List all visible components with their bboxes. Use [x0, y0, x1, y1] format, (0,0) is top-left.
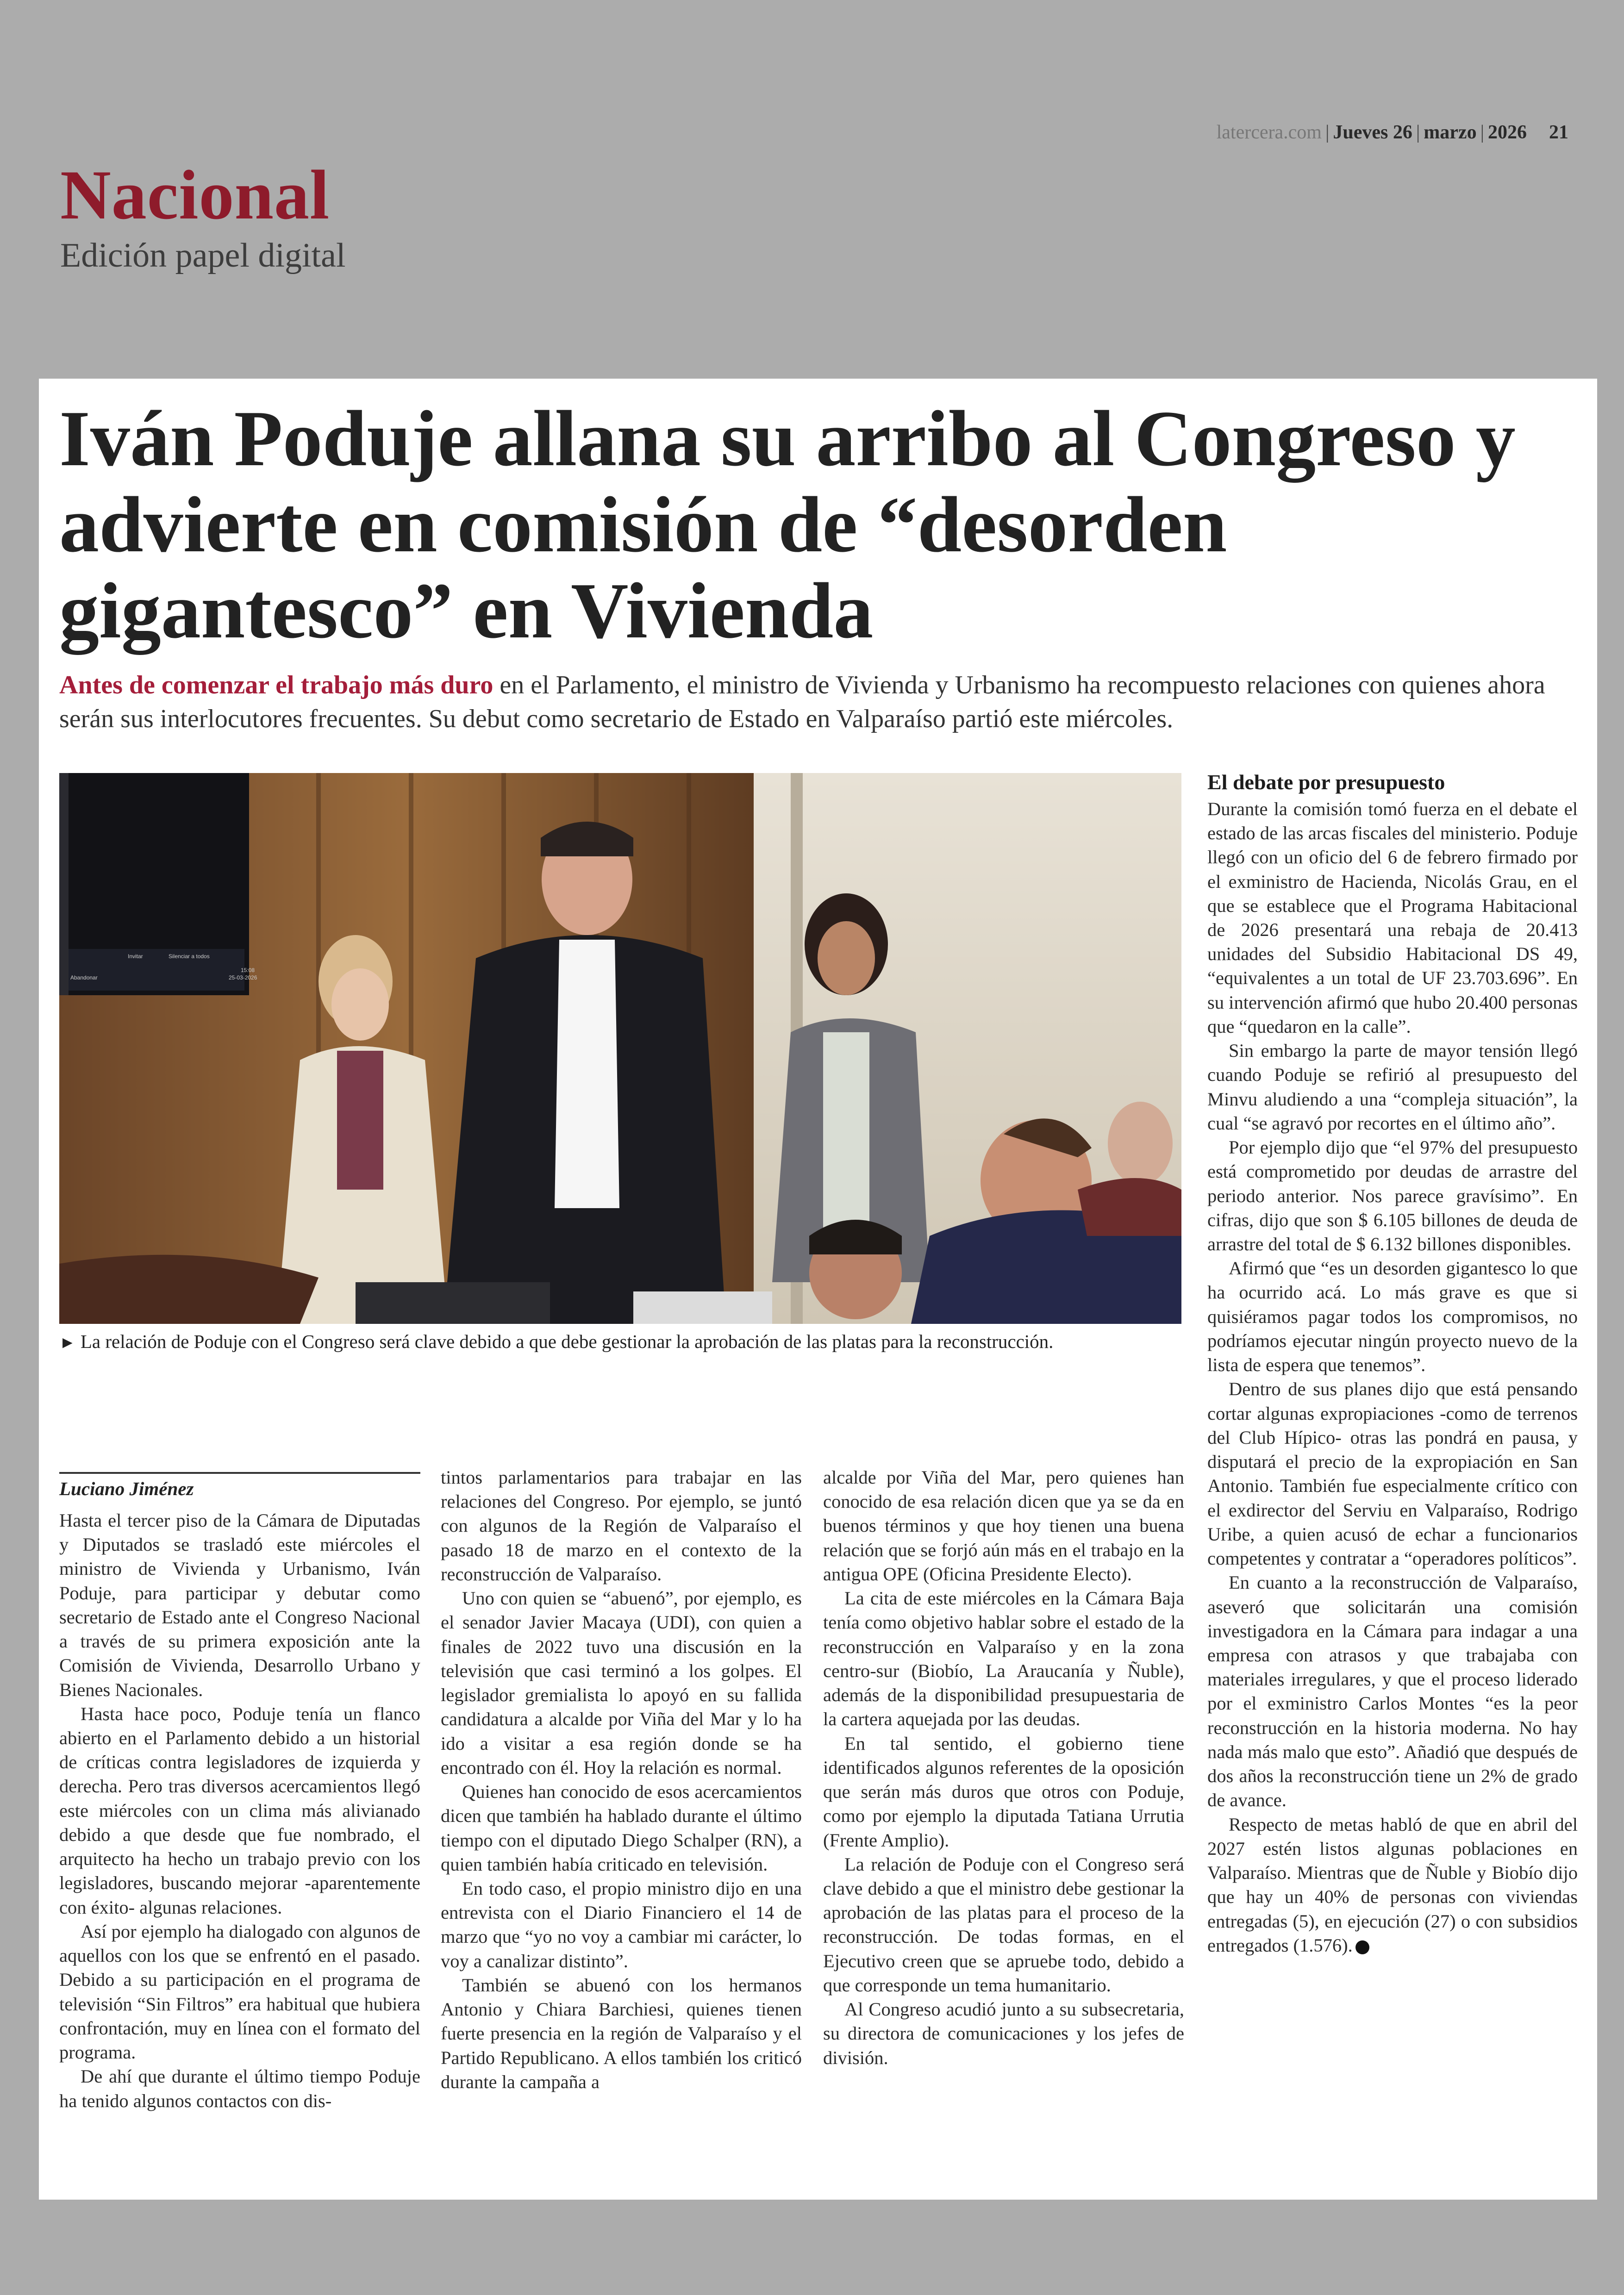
- paragraph: Durante la comisión tomó fuerza en el debate el estado de las arcas fiscales del ministerio. Poduje llegó con un oficio del 6 de febrero firmado por el exministro de Hacienda, Nicolás Grau, en el que se establece que el Programa Habitacional de 2026 presentará una rebaja de 20.413 unidades del Subsidio Habitacional DS 49, “equivalentes a un total de UF 23.703.696”. En su intervención afirmó que hubo 20.400 personas que “quedaron en la calle”.: [1207, 798, 1578, 1037]
- article-lede: [59, 668, 1578, 736]
- paragraph: También se abuenó con los hermanos Antonio y Chiara Barchiesi, quienes tienen fuerte presencia en la región de Valparaíso y el Partido Republicano. A ellos también los criticó durante la campaña a: [441, 1974, 802, 2092]
- paragraph: Así por ejemplo ha dialogado con algunos de aquellos con los que se enfrentó en el pasado. Debido a su participación en el programa de televisión “Sin Filtros” era habitual que hubiera confrontación, muy en línea con el formato del programa.: [59, 1921, 420, 2063]
- photo-caption: [59, 1330, 1198, 1353]
- paragraph: En todo caso, el propio ministro dijo en una entrevista con el Diario Financiero el 14 de marzo que “yo no voy a cambiar mi carácter, lo voy a canalizar distinto”.: [441, 1877, 802, 1971]
- lede-kicker: Antes de comenzar el trabajo más duro: [59, 671, 493, 699]
- site-link[interactable]: latercera.com: [1216, 122, 1322, 143]
- paragraph: Hasta el tercer piso de la Cámara de Diputadas y Diputados se trasladó este miércoles el ministro de Vivienda y Urbanismo, Iván Poduje, para participar y debutar como secretario de Estado ante el Congreso Nacional a través de su primera exposición ante la Comisión de Vivienda, Desarrollo Urbano y Bienes Nacionales.: [59, 1509, 420, 1700]
- section-subtitle: Edición papel digital: [60, 237, 346, 274]
- screen-label-mute: Silenciar a todos: [169, 953, 210, 960]
- paragraph: [1207, 1813, 1578, 1958]
- article-sheet: [39, 379, 1597, 2200]
- paragraph: La cita de este miércoles en la Cámara Baja tenía como objetivo hablar sobre el estado de la reconstrucción en Valparaíso y en la zona centro-sur (Biobío, La Araucanía y Ñuble), además de la disponibilidad presupuestaria de la cartera aquejada por las deudas.: [823, 1588, 1184, 1730]
- column-1: [59, 1472, 420, 2113]
- paragraph: Sin embargo la parte de mayor tensión llegó cuando Poduje se refirió al presupuesto del Minvu aludiendo a una “compleja situación”, la cual “se agravó por recortes en el último año”.: [1207, 1040, 1578, 1134]
- page-number: 21: [1549, 122, 1568, 143]
- paragraph: Dentro de sus planes dijo que está pensando cortar algunas expropiaciones -como de terrenos del Club Hípico- otras las pondrá en pausa, y disputará el precio de la expropiación en San Antonio. También fue especialmente crítico con el exdirector del Serviu en Valparaíso, Rodrigo Uribe, a quien acusó de echar a funcionarios competentes y contratar a “operadores políticos”.: [1207, 1378, 1578, 1569]
- screen-label-leave: Abandonar: [70, 974, 98, 981]
- paragraph: tintos parlamentarios para trabajar en las relaciones del Congreso. Por ejemplo, se juntó con algunos de la Región de Valparaíso el pasado 18 de marzo en el contexto de la reconstrucción de Valparaíso.: [441, 1467, 802, 1584]
- screen-label-invite: Invitar: [128, 953, 143, 960]
- section-subhead: El debate por presupuesto: [1207, 770, 1445, 794]
- paragraph: De ahí que durante el último tiempo Poduje ha tenido algunos contactos con dis-: [59, 2066, 420, 2111]
- edition-day: Jueves 26: [1333, 122, 1412, 143]
- photo-illustration: [59, 773, 1181, 1324]
- column-2: [441, 1466, 802, 2094]
- byline: Luciano Jiménez: [59, 1472, 420, 1501]
- column-4: [1207, 768, 1578, 1958]
- paragraph: Al Congreso acudió junto a su subsecretaria, su directora de comunicaciones y los jefes de división.: [823, 1999, 1184, 2068]
- paragraph: Por ejemplo dijo que “el 97% del presupuesto está comprometido por deudas de arrastre del periodo anterior. Nos parece gravísimo”. En cifras, dijo que son $ 6.105 billones de deuda de arrastre del total de $ 6.132 billones disponibles.: [1207, 1137, 1578, 1255]
- edition-year: 2026: [1488, 122, 1527, 143]
- end-of-article-icon: [1355, 1940, 1369, 1954]
- lede-text: en el Parlamento, el ministro de Vivienda y Urbanismo ha recompuesto relaciones con quienes ahora serán sus interlocutores frecuentes. Su debut como secretario de Estado en Valparaíso partió este miércoles.: [59, 671, 1545, 733]
- caption-arrow-icon: ►: [59, 1333, 76, 1352]
- article-headline: Iván Poduje allana su arribo al Congreso y advierte en comisión de “desorden gigantesco” en Vivienda: [59, 395, 1516, 655]
- paragraph-text: Respecto de metas habló de que en abril del 2027 estén listos algunas poblaciones en Valparaíso. Mientras que de Ñuble y Biobío dijo que hay un 40% de personas con viviendas entregadas (5), en ejecución (27) o con subsidios entregados (1.576).: [1207, 1814, 1578, 1956]
- section-title: Nacional: [60, 156, 330, 234]
- column-3: [823, 1466, 1184, 2070]
- paragraph: La relación de Poduje con el Congreso será clave debido a que el ministro debe gestionar la aprobación de las platas para el proceso de la reconstrucción. De todas formas, en el Ejecutivo creen que se apruebe todo, debido a que corresponde un tema humanitario.: [823, 1853, 1184, 1996]
- masthead: latercera.com | Jueves 26 | marzo | 2026 21: [1216, 122, 1568, 143]
- paragraph: En tal sentido, el gobierno tiene identificados algunos referentes de la oposición que serán más duros que otros con Poduje, como por ejemplo la diputada Tatiana Urrutia (Frente Amplio).: [823, 1733, 1184, 1851]
- article-photo: [59, 773, 1181, 1324]
- screen-label-time: 15:08: [241, 967, 255, 973]
- edition-month: marzo: [1424, 122, 1477, 143]
- monitor-screen: [59, 773, 257, 995]
- paragraph: En cuanto a la reconstrucción de Valparaíso, aseveró que solicitarán una comisión investigadora en la Cámara para indagar a una empresa con atrasos y que trabajaba con materiales irregulares, y que el proceso liderado por el exministro Carlos Montes “es la peor reconstrucción en la historia moderna. No hay nada más malo que esto”. Añadió que después de dos años la reconstrucción tiene un 2% de grado de avance.: [1207, 1572, 1578, 1811]
- paragraph: Uno con quien se “abuenó”, por ejemplo, es el senador Javier Macaya (UDI), con quien a finales de 2022 tuvo una discusión en la televisión que casi terminó a los golpes. El legislador gremialista lo apoyó en su fallida candidatura a alcalde por Viña del Mar y lo ha ido a visitar a esa región donde se ha encontrado con él. Hoy la relación es normal.: [441, 1588, 802, 1778]
- photo-caption-text: La relación de Poduje con el Congreso será clave debido a que debe gestionar la aprobación de las platas para la reconstrucción.: [80, 1331, 1054, 1352]
- paragraph: alcalde por Viña del Mar, pero quienes han conocido de esa relación dicen que ya se da en buenos términos y que hoy tienen una buena relación que se forjó aún más en el trabajo en la antigua OPE (Oficina Presidente Electo).: [823, 1467, 1184, 1584]
- screen-label-date: 25-03-2026: [229, 974, 257, 981]
- paragraph: Afirmó que “es un desorden gigantesco lo que ha ocurrido acá. Lo más grave es que si quisiéramos pagar todos los compromisos, no podríamos ejecutar ningún proyecto nuevo de la lista de espera que tenemos”.: [1207, 1258, 1578, 1376]
- paragraph: Quienes han conocido de esos acercamientos dicen que también ha hablado durante el último tiempo con el diputado Diego Schalper (RN), a quien también había criticado en televisión.: [441, 1781, 802, 1875]
- paragraph: Hasta hace poco, Poduje tenía un flanco abierto en el Parlamento debido a un historial de críticas contra legisladores de izquierda y derecha. Pero tras diversos acercamientos llegó este miércoles con un clima más alivianado debido a que desde que fue nombrado, el arquitecto ha hecho un trabajo previo con los legisladores, buscando mejorar -aparentemente con éxito- algunas relaciones.: [59, 1703, 420, 1918]
